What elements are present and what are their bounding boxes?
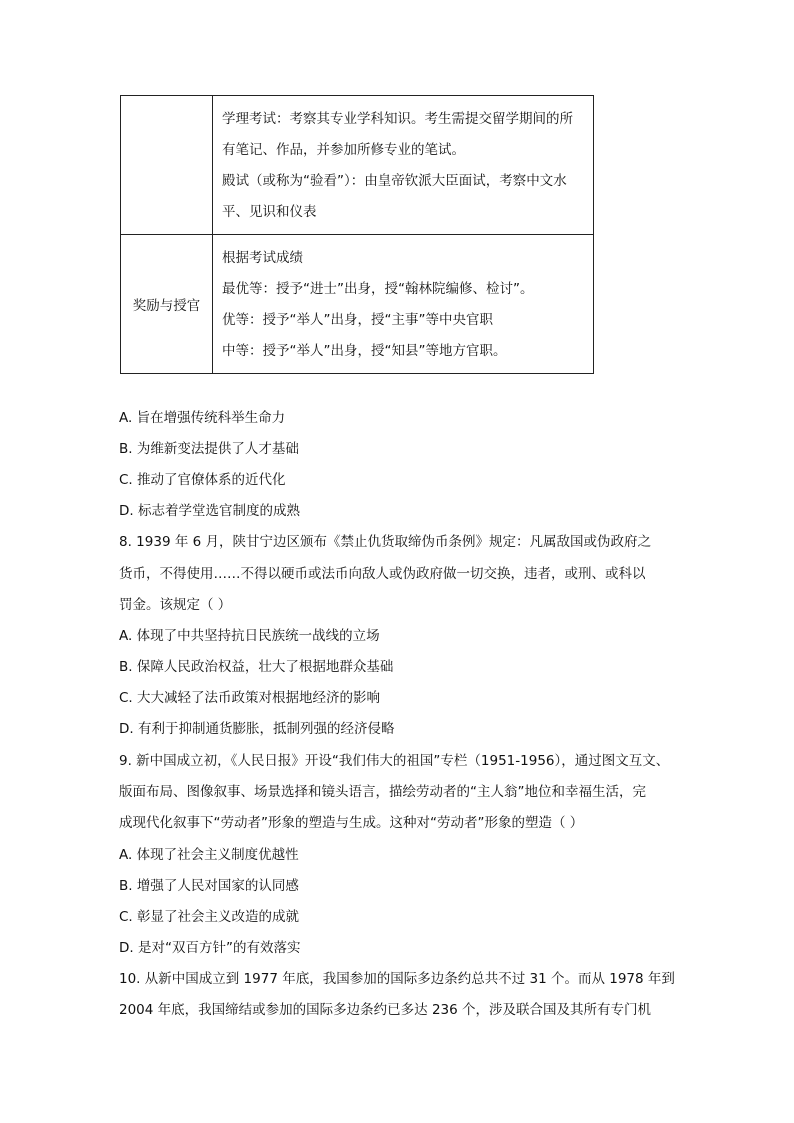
q9-stem-line: 版面布局、图像叙事、场景选择和镜头语言，描绘劳动者的“主人翁”地位和幸福生活，完	[119, 784, 646, 800]
q9-option-b: B. 增强了人民对国家的认同感	[119, 878, 299, 894]
exam-table	[120, 95, 594, 374]
table-line: 殿试（或称为“验看”）：由皇帝钦派大臣面试，考察中文水	[222, 173, 567, 189]
row-label-empty	[121, 96, 213, 235]
row-content	[213, 235, 594, 374]
q7-option-c: C. 推动了官僚体系的近代化	[119, 472, 286, 488]
q8-stem-line: 罚金。该规定（ ）	[119, 597, 232, 613]
table-line: 最优等：授予“进士”出身，授“翰林院编修、检讨”。	[222, 281, 534, 297]
table-line: 根据考试成绩	[222, 250, 303, 266]
table-line: 优等：授予“举人”出身，授“主事”等中央官职	[222, 312, 493, 328]
q7-option-a: A. 旨在增强传统科举生命力	[119, 410, 286, 426]
table-line: 有笔记、作品，并参加所修专业的笔试。	[222, 142, 465, 158]
q7-option-b: B. 为维新变法提供了人才基础	[119, 441, 299, 457]
row-label: 奖励与授官	[121, 235, 213, 374]
q9-stem-line: 成现代化叙事下“劳动者”形象的塑造与生成。这种对“劳动者”形象的塑造（ ）	[119, 815, 584, 831]
q7-option-d: D. 标志着学堂选官制度的成熟	[119, 503, 300, 519]
table-row	[121, 235, 594, 374]
row-content	[213, 96, 594, 235]
table-line: 学理考试：考察其专业学科知识。考生需提交留学期间的所	[222, 111, 573, 127]
q8-option-b: B. 保障人民政治权益，壮大了根据地群众基础	[119, 659, 394, 675]
q8-option-a: A. 体现了中共坚持抗日民族统一战线的立场	[119, 628, 380, 644]
q9-option-d: D. 是对“双百方针”的有效落实	[119, 940, 301, 956]
table-line: 中等：授予“举人”出身，授“知县”等地方官职。	[222, 343, 507, 359]
q9-option-c: C. 彰显了社会主义改造的成就	[119, 909, 300, 925]
table-row	[121, 96, 594, 235]
q9-stem-line: 9. 新中国成立初，《人民日报》开设“我们伟大的祖国”专栏（1951-1956），通过图文互文、	[119, 753, 670, 769]
q10-stem-line: 2004 年底，我国缔结或参加的国际多边条约已多达 236 个，涉及联合国及其所有专门机	[119, 1002, 651, 1018]
q8-option-c: C. 大大减轻了法币政策对根据地经济的影响	[119, 690, 381, 706]
q9-option-a: A. 体现了社会主义制度优越性	[119, 847, 299, 863]
q8-stem-line: 8. 1939 年 6 月，陕甘宁边区颁布《禁止仇货取缔伪币条例》规定：凡属敌国或伪政府之	[119, 534, 651, 550]
q8-option-d: D. 有利于抑制通货膨胀，抵制列强的经济侵略	[119, 721, 395, 737]
q10-stem-line: 10. 从新中国成立到 1977 年底，我国参加的国际多边条约总共不过 31 个。而从 1978 年到	[119, 971, 675, 987]
q8-stem-line: 货币，不得使用……不得以硬币或法币向敌人或伪政府做一切交换，违者，或刑、或科以	[119, 566, 646, 582]
table-line: 平、见识和仪表	[222, 204, 317, 220]
